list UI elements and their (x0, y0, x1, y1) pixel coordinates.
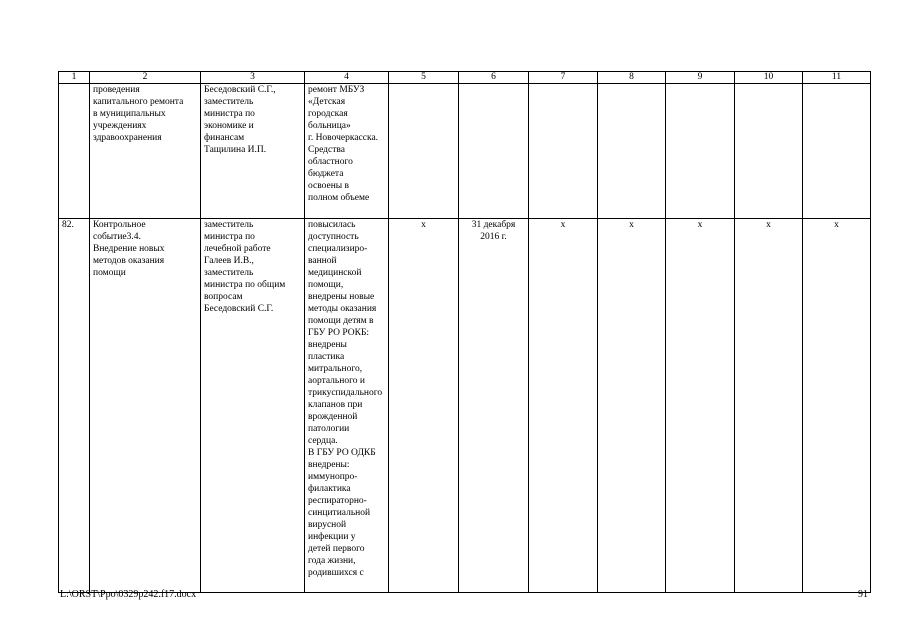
value-cell: х (735, 219, 803, 593)
value-cell: х (666, 219, 735, 593)
value-cell: х (598, 219, 666, 593)
value-cell (803, 84, 871, 219)
value-cell (598, 84, 666, 219)
column-number: 2 (90, 72, 201, 84)
value-cell: х (389, 219, 459, 593)
table-row (59, 219, 871, 593)
deadline-cell: 31 декабря 2016 г. (459, 219, 529, 593)
report-table (58, 71, 871, 593)
value-cell (666, 84, 735, 219)
value-cell: х (803, 219, 871, 593)
column-number: 8 (598, 72, 666, 84)
table-row (59, 84, 871, 219)
value-cell: х (529, 219, 598, 593)
event-name-cell: проведения капитального ремонта в муниципальных учреждениях здравоохранения (90, 84, 201, 219)
value-cell (459, 84, 529, 219)
event-name-cell: Контрольное событие3.4. Внедрение новых методов оказания помощи (90, 219, 201, 593)
footer-file-path: L:\ORST\Ppo\0329p242.f17.docx (60, 589, 197, 600)
result-cell: ремонт МБУЗ «Детская городская больница» г. Новочеркасска. Средства областного бюджета освоены в полном объеме (305, 84, 389, 219)
result-cell: повысилась доступность специализиро- ванной медицинской помощи, внедрены новые методы оказания помощи детям в ГБУ РО РОКБ: внедрены пластика митрального, аортального и трикуспидального клапанов при врожденной патологии сердца. В ГБУ РО ОДКБ внедрены: иммунопро- филактика респираторно- синцитиальной вирусной инфекции у детей первого года жизни, родившихся с (305, 219, 389, 593)
responsible-cell: заместитель министра по лечебной работе Галеев И.В., заместитель министра по общим вопросам Беседовский С.Г. (201, 219, 305, 593)
column-number: 9 (666, 72, 735, 84)
responsible-cell: Беседовский С.Г., заместитель министра по экономике и финансам Тащилина И.П. (201, 84, 305, 219)
column-number: 4 (305, 72, 389, 84)
value-cell (389, 84, 459, 219)
column-number: 11 (803, 72, 871, 84)
page-number: 91 (858, 589, 868, 600)
column-number: 5 (389, 72, 459, 84)
column-number: 1 (59, 72, 90, 84)
column-number: 7 (529, 72, 598, 84)
table-header-row (59, 72, 871, 84)
row-number-cell: 82. (59, 219, 90, 593)
value-cell (735, 84, 803, 219)
column-number: 6 (459, 72, 529, 84)
value-cell (529, 84, 598, 219)
column-number: 10 (735, 72, 803, 84)
row-number-cell (59, 84, 90, 219)
column-number: 3 (201, 72, 305, 84)
